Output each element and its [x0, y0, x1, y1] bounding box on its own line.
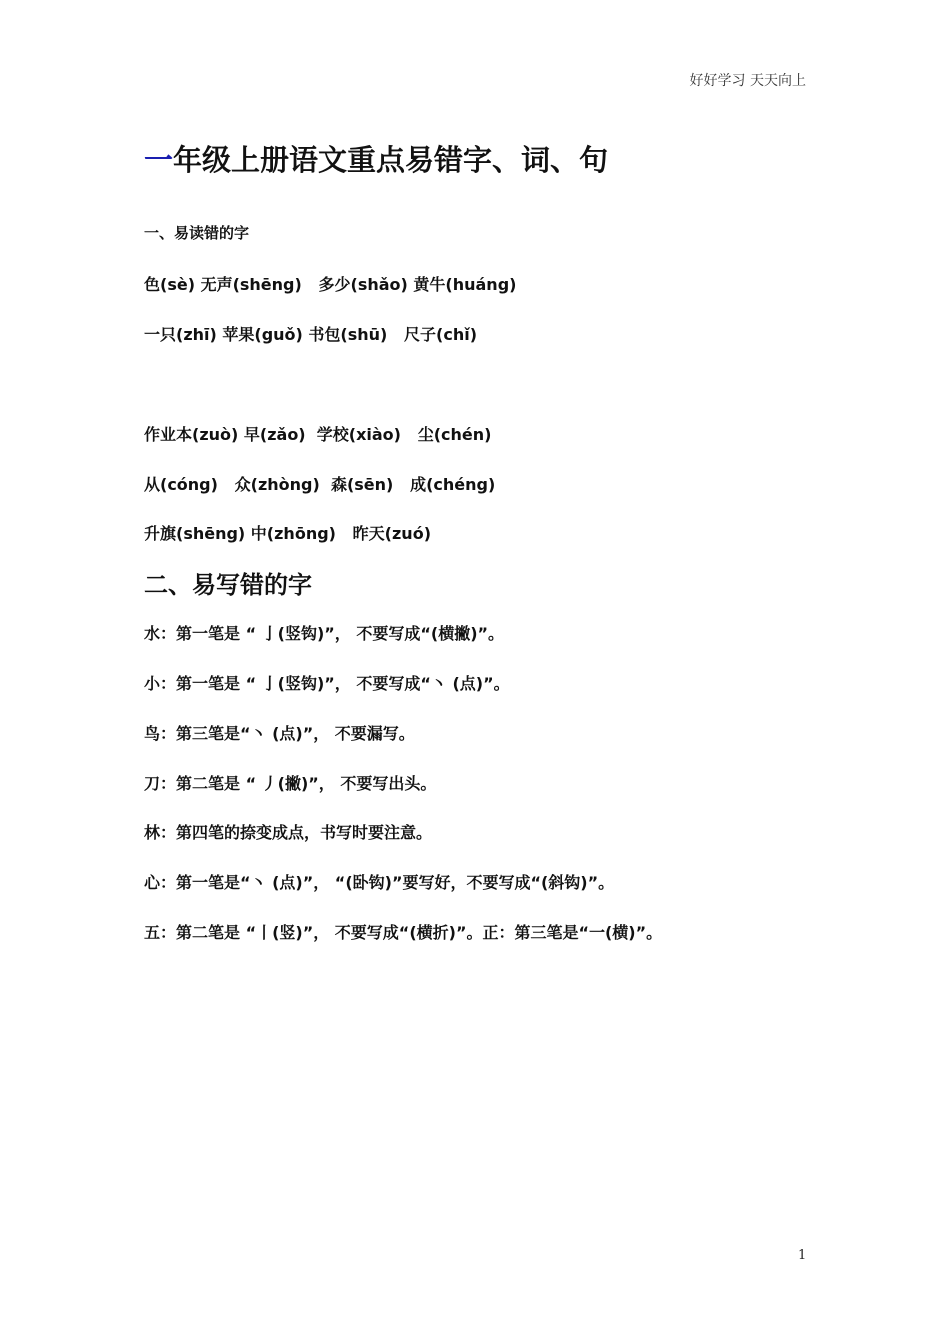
page-number: 1 [798, 1248, 807, 1263]
miswritten-line-7: 五：第二笔是 “丨(竖)”， 不要写成“(横折)”。正：第三笔是“一(横)”。 [144, 923, 663, 942]
section-heading-misread: 一、易读错的字 [144, 224, 250, 242]
page-title [144, 138, 608, 179]
header-motto: 好好学习 天天向上 [689, 73, 806, 89]
miswritten-line-2: 小：第一笔是 “ 亅(竖钩)”， 不要写成“丶 (点)”。 [144, 674, 510, 693]
misread-line-5: 升旗(shēng) 中(zhōng) 昨天(zuó) [144, 524, 432, 543]
misread-line-4: 从(cóng) 众(zhòng) 森(sēn) 成(chéng) [144, 475, 496, 494]
title-rest: 年级上册语文重点易错字、词、句 [173, 143, 609, 177]
misread-line-2: 一只(zhī) 苹果(guǒ) 书包(shū) 尺子(chǐ) [144, 325, 478, 344]
miswritten-line-6: 心：第一笔是“丶 (点)”， “(卧钩)”要写好，不要写成“(斜钩)”。 [144, 873, 615, 892]
misread-line-1: 色(sè) 无声(shēng) 多少(shǎo) 黄牛(huáng) [144, 275, 517, 294]
section-heading-miswritten: 二、易写错的字 [144, 571, 312, 599]
misread-line-3: 作业本(zuò) 早(zǎo) 学校(xiào) 尘(chén) [144, 425, 492, 444]
miswritten-line-4: 刀：第二笔是 “ 丿(撇)”， 不要写出头。 [144, 774, 437, 793]
miswritten-line-3: 鸟：第三笔是“丶 (点)”， 不要漏写。 [144, 724, 415, 743]
miswritten-line-1: 水：第一笔是 “ 亅(竖钩)”， 不要写成“(横撇)”。 [144, 624, 505, 643]
miswritten-line-5: 林：第四笔的捺变成点，书写时要注意。 [144, 823, 433, 842]
title-first-char: 一 [144, 143, 174, 177]
